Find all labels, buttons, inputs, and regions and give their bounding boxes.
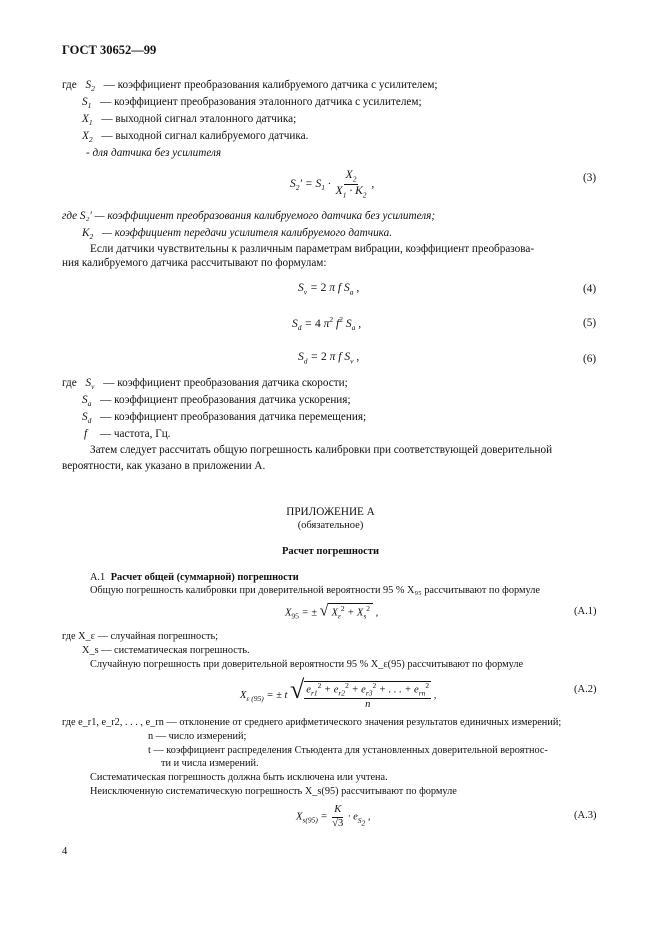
appendix-subtitle: (обязательное): [297, 520, 364, 531]
defsA2-line-2: n — число измерений;: [148, 731, 247, 742]
defsA2-line-1: где e_r1, e_r2, . . . , e_rn — отклонение от среднего арифметического значения результатов единичных измерений;: [62, 717, 562, 728]
equation-a1: $X_{95}$ = ± √ $X_\varepsilon^2 + X_s^2$ ,: [285, 602, 379, 621]
equation-5: $S_d = 4$ $\pi^2$ $f^2$ $S_a$ ,: [292, 315, 362, 333]
para2-line-2: вероятности, как указано в приложении А.: [62, 460, 266, 472]
a1-heading: А.1 Расчет общей (суммарной) погрешности: [90, 572, 299, 583]
appendix-title: ПРИЛОЖЕНИЕ А: [286, 506, 375, 518]
defs3-line-4: f — частота, Гц.: [84, 428, 171, 440]
a1-text: Общую погрешность калибровки при доверительной вероятности 95 % X₉₅ рассчитывают по формуле: [90, 585, 540, 596]
defs2-line-1: где S₂′ — коэффициент преобразования калибруемого датчика без усилителя;: [62, 210, 436, 222]
defs1-line-1: где $S_2$ — коэффициент преобразования калибруемого датчика с усилителем;: [62, 79, 438, 94]
defs1-line-4: $X_2$ — выходной сигнал калибруемого датчика.: [82, 130, 309, 145]
equation-3: $S_2' = S_1$ · $\frac{X_2}{X_1 \cdot K_2}$ ,: [290, 169, 375, 200]
defs3-line-2: $S_a$ — коэффициент преобразования датчика ускорения;: [82, 394, 351, 409]
equation-5-number: (5): [583, 317, 597, 329]
defsA2-line-4: ти и числа измерений.: [161, 758, 259, 769]
no-amp-note: - для датчика без усилителя: [86, 147, 222, 159]
where-word: где: [62, 79, 77, 91]
defsA1-line-1: где X_ε — случайная погрешность;: [62, 631, 219, 642]
defs2-line-2: $K_2$ — коэффициент передачи усилителя калибруемого датчика.: [82, 227, 393, 242]
equation-a3: $X_{s(95)}$ = $\frac{K}{√3}$ · $e_{S_2}$ ,: [296, 804, 371, 829]
equation-a3-number: (А.3): [574, 810, 597, 821]
equation-a2: $X_{\varepsilon (95)}$ = ± t √ $\frac{e_{r1}^2 + e_{r2}^2 + e_{r3}^2 + . . . + e_{rn}^2}{n}$ ,: [240, 675, 437, 710]
appendix-heading: Расчет погрешности: [281, 546, 380, 557]
equation-3-number: (3): [583, 172, 597, 184]
paraA3-line-2: Неисключенную систематическую погрешность X_s(95) рассчитывают по формуле: [90, 786, 457, 797]
defs3-line-1: где $S_v$ — коэффициент преобразования датчика скорости;: [62, 377, 348, 392]
equation-4-number: (4): [583, 283, 597, 295]
equation-6: $S_d = 2$ π f $S_v$ ,: [298, 351, 360, 366]
equation-6-number: (6): [583, 353, 597, 365]
paraA2: Случайную погрешность при доверительной вероятности 95 % X_ε(95) рассчитывают по формуле: [90, 659, 524, 670]
defs1-line-3: $X_1$ — выходной сигнал эталонного датчика;: [82, 113, 297, 128]
defsA2-line-3: t — коэффициент распределения Стьюдента для установленных доверительной вероятнос-: [148, 745, 548, 756]
para1-line-1: Если датчики чувствительны к различным параметрам вибрации, коэффициент преобразова-: [90, 243, 535, 255]
equation-a2-number: (А.2): [574, 684, 597, 695]
equation-a1-number: (А.1): [574, 606, 597, 617]
page-number: 4: [62, 846, 68, 857]
equation-4: $S_v = 2$ π f $S_a$ ,: [298, 282, 360, 297]
defs1-line-2: $S_1$ — коэффициент преобразования эталонного датчика с усилителем;: [82, 96, 422, 111]
para1-line-2: ния калибруемого датчика рассчитывают по формулам:: [62, 257, 327, 269]
defs3-line-3: $S_d$ — коэффициент преобразования датчика перемещения;: [82, 411, 367, 426]
document-header: ГОСТ 30652—99: [62, 43, 157, 57]
para2-line-1: Затем следует рассчитать общую погрешность калибровки при соответствующей доверительной: [90, 444, 553, 456]
paraA3-line-1: Систематическая погрешность должна быть исключена или учтена.: [90, 772, 388, 783]
defsA1-line-2: X_s — систематическая погрешность.: [82, 645, 250, 656]
